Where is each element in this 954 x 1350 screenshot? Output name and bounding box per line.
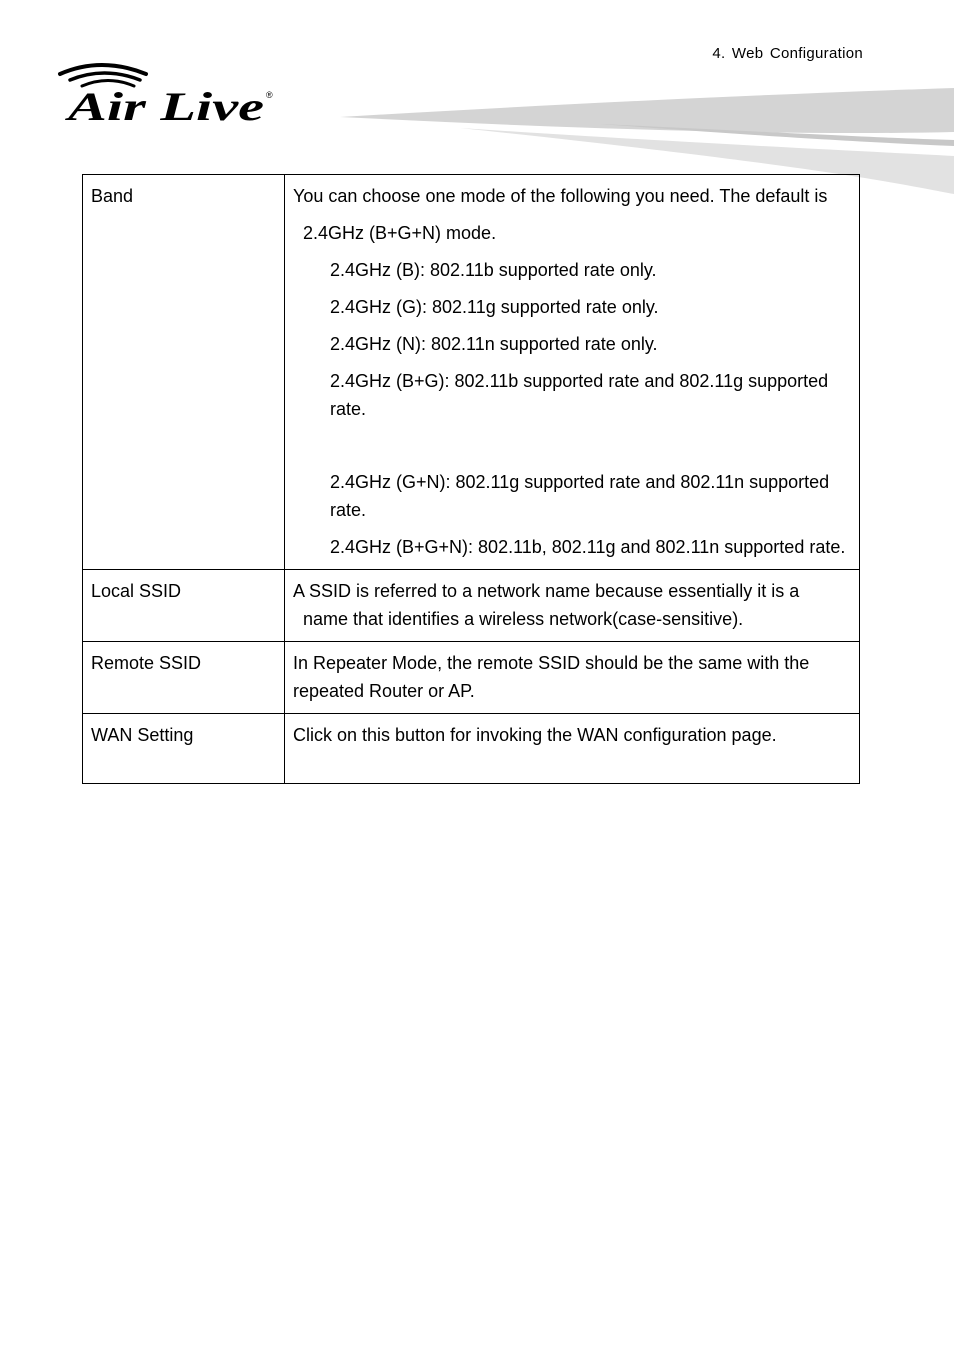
band-default-mode: 2.4GHz (B+G+N) mode. <box>303 223 497 243</box>
param-description <box>285 175 860 570</box>
band-option: 2.4GHz (B+G+N): 802.11b, 802.11g and 802.11n supported rate. <box>330 537 846 557</box>
table-row-remote-ssid <box>83 642 860 714</box>
chapter-header: 4. Web Configuration <box>712 45 863 62</box>
param-name: Local SSID <box>83 570 285 642</box>
band-option: 2.4GHz (B+G): 802.11b supported rate and 802.11g supported rate. <box>330 371 829 419</box>
parameter-table <box>82 174 860 784</box>
desc-line: A SSID is referred to a network name because essentially it is a <box>293 581 800 601</box>
param-name: Remote SSID <box>83 642 285 714</box>
airlive-logo <box>56 60 282 124</box>
param-description: Click on this button for invoking the WAN configuration page. <box>285 714 860 784</box>
band-option: 2.4GHz (N): 802.11n supported rate only. <box>330 334 658 354</box>
param-description <box>285 570 860 642</box>
wifi-arc-icon <box>60 65 146 86</box>
param-name: Band <box>83 175 285 570</box>
band-option: 2.4GHz (G+N): 802.11g supported rate and 802.11n supported rate. <box>330 472 830 520</box>
desc-line: name that identifies a wireless network(case-sensitive). <box>303 609 744 629</box>
band-option: 2.4GHz (G): 802.11g supported rate only. <box>330 297 659 317</box>
band-option: 2.4GHz (B): 802.11b supported rate only. <box>330 260 657 280</box>
param-name: WAN Setting <box>83 714 285 784</box>
table-row-local-ssid <box>83 570 860 642</box>
registered-mark: ® <box>266 90 273 100</box>
band-intro: You can choose one mode of the following you need. The default is <box>293 186 828 206</box>
logo-wordmark: Air Live <box>63 84 264 124</box>
param-description: In Repeater Mode, the remote SSID should be the same with the repeated Router or AP. <box>285 642 860 714</box>
table-row-band <box>83 175 860 570</box>
table-row-wan-setting <box>83 714 860 784</box>
